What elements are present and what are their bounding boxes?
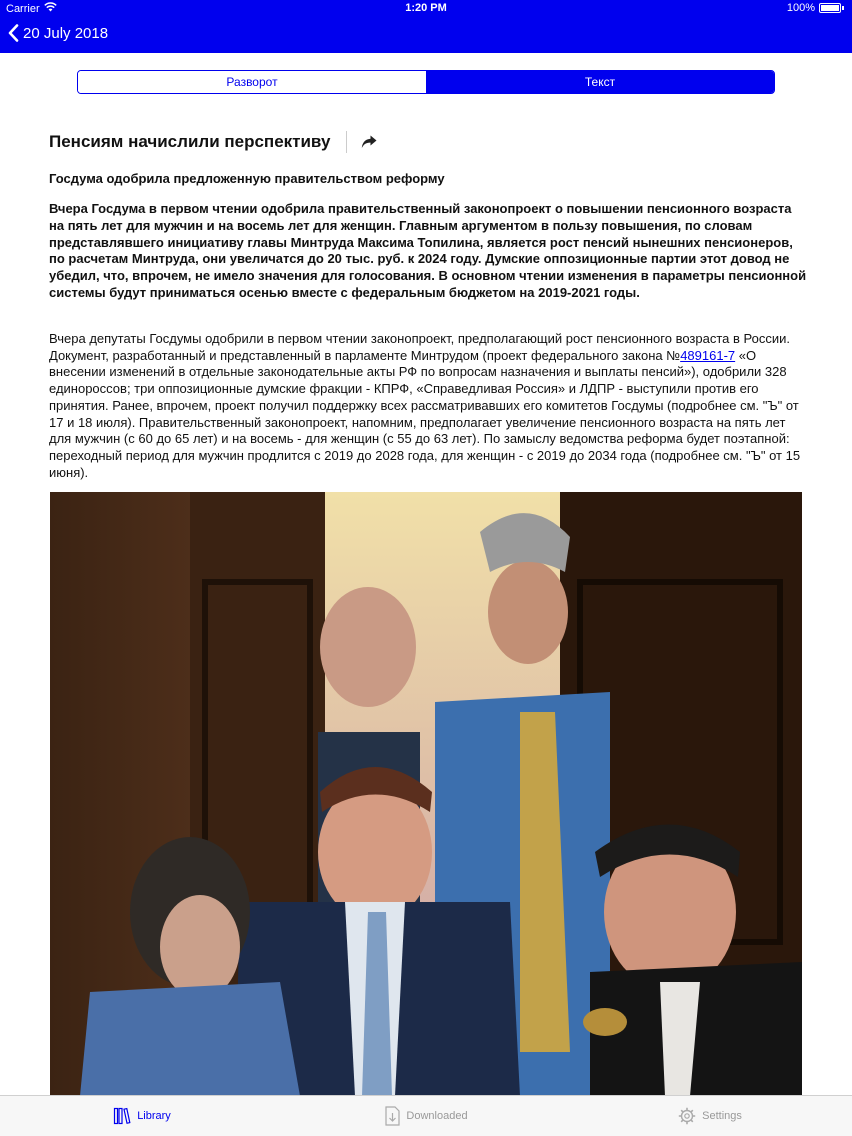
view-mode-segmented-control (77, 70, 775, 94)
share-arrow-icon (361, 135, 377, 149)
article-body (49, 331, 809, 481)
battery-percent: 100% (786, 2, 815, 14)
tab-library-label: Library (137, 1110, 171, 1122)
segment-spread[interactable]: Разворот (78, 71, 426, 93)
body-text-end: «О внесении изменений в отдельные законодательные акты РФ по вопросам назначения и выплаты пенсий»), одобрили 328 единороссов; три оппозиционные думские фракции - КПРФ, «Справедливая Россия» и ЛДПР - выступили против его принятия. Ранее, впрочем, проект получил поддержку всех рассматривавших его комитетов Госдумы (подробнее см. "Ъ" от 17 и 18 июля). Правительственный законопроект, напомним, предполагает увеличение пенсионного возраста на пять лет для мужчин (с 60 до 65 лет) и на восемь - для женщин (с 55 до 63 лет). По замыслу ведомства реформа будет поэтапной: переходный период для мужчин продлится с 2019 до 2028 года, для женщин - с 2019 до 2034 года (подробнее см. "Ъ" от 15 июня). (49, 347, 801, 480)
photo-illustration (50, 492, 802, 1096)
body-text-start: Вчера депутаты Госдумы одобрили в первом чтении законопроект, предполагающий рост пенсионного возраста в России. Документ, разработанный и представленный в парламенте Минтрудом (проект федерального закона № (49, 331, 790, 363)
article-photo (50, 492, 802, 1096)
gear-icon (678, 1107, 696, 1125)
battery-icon (819, 3, 841, 13)
downloaded-icon (384, 1106, 400, 1126)
law-link[interactable]: 489161-7 (680, 347, 736, 363)
tab-bar (0, 1095, 852, 1136)
divider (346, 131, 347, 153)
segment-text[interactable]: Текст (426, 71, 774, 93)
status-bar (0, 0, 852, 18)
tab-downloaded[interactable] (284, 1096, 568, 1136)
carrier-label: Carrier (6, 2, 40, 15)
battery-indicator (787, 2, 844, 14)
chevron-left-icon (8, 24, 19, 42)
navigation-bar (0, 18, 852, 53)
tab-library[interactable] (0, 1096, 284, 1136)
article-header (49, 131, 377, 153)
tab-settings[interactable] (568, 1096, 852, 1136)
tab-settings-label: Settings (702, 1110, 742, 1122)
share-button[interactable] (361, 135, 377, 149)
tab-downloaded-label: Downloaded (406, 1110, 468, 1122)
clock: 1:20 PM (405, 2, 447, 14)
back-button[interactable] (8, 24, 108, 42)
back-label: 20 July 2018 (23, 24, 109, 42)
article-subtitle: Госдума одобрила предложенную правительством реформу (49, 171, 445, 186)
article-title: Пенсиям начислили перспективу (49, 132, 331, 151)
library-icon (113, 1107, 131, 1125)
article-lead: Вчера Госдума в первом чтении одобрила правительственный законопроект о повышении пенсионного возраста на пять лет для мужчин и на восемь лет для женщин. Главным аргументом в пользу повышения, по словам представлявшего инициативу главы Минтруда Максима Топилина, является рост пенсий нынешних пенсионеров, по расчетам Минтруда, они увеличатся до 20 тыс. руб. к 2024 году. Думские оппозиционные партии этот довод не убедил, что, впрочем, не имело значения для голосования. В основном чтении изменения в параметры пенсионной системы будут приниматься осенью вместе с федеральным бюджетом на 2019-2021 годы. (49, 201, 807, 300)
